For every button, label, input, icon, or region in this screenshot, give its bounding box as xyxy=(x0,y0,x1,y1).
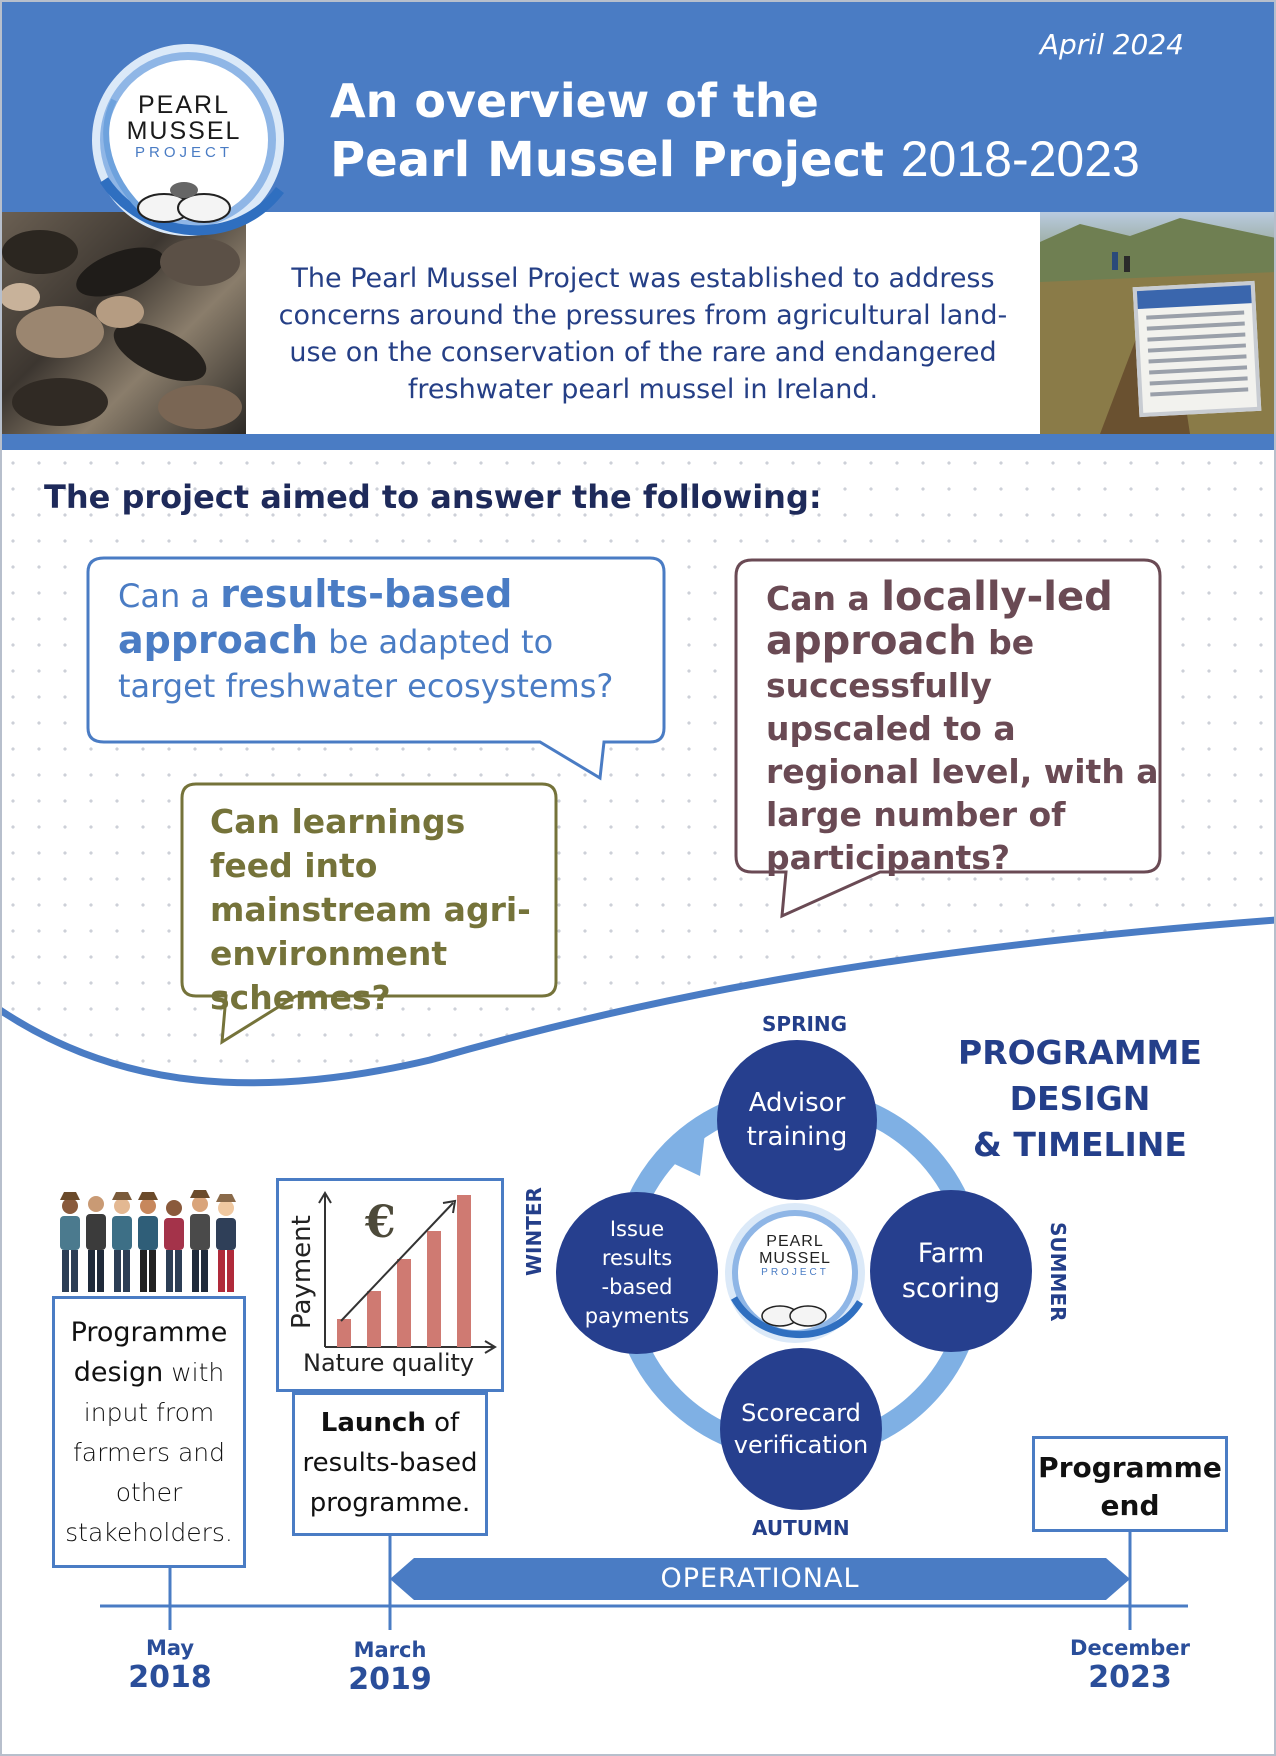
title-years: 2018-2023 xyxy=(900,131,1140,187)
question-mainstream-schemes: Can learnings feed into mainstream agri-environment schemes? xyxy=(210,802,531,1017)
cycle-issue-payments: Issue results -based payments xyxy=(556,1192,718,1354)
chart-ylabel: Payment xyxy=(287,1215,317,1329)
intro-text: The Pearl Mussel Project was established to address concerns around the pressures from agricultural land-use on the conservation of the rare and endangered freshwater pearl mussel in Ireland. xyxy=(278,263,1008,405)
chart-xlabel: Nature quality xyxy=(303,1349,475,1377)
q1-bold-1: results-based xyxy=(220,572,513,616)
operational-bar: OPERATIONAL xyxy=(660,1562,860,1594)
logo-line-2: MUSSEL xyxy=(126,117,242,146)
center-pearl-mussel-logo: PEARL MUSSEL PROJECT xyxy=(720,1198,870,1348)
programme-design-title: PROGRAMME DESIGN & TIMELINE xyxy=(958,1033,1202,1164)
logo-line-3: PROJECT xyxy=(134,143,233,161)
q3-bold-1: locally-led xyxy=(881,574,1113,620)
season-summer: SUMMER xyxy=(1046,1222,1070,1322)
q1-bold-2: approach xyxy=(118,618,319,662)
timeline-tick-may-2018: May 2018 xyxy=(128,1636,212,1695)
question-results-based: Can a results-based approach be adapted to target freshwater ecosystems? xyxy=(118,572,614,705)
season-autumn: AUTUMN xyxy=(752,1516,850,1540)
logo-line-1: PEARL xyxy=(138,91,230,119)
q3-bold-2: approach xyxy=(766,618,977,664)
programme-end-box: Programme end xyxy=(1032,1436,1228,1532)
season-winter: WINTER xyxy=(522,1187,546,1276)
title-line-1: An overview of the xyxy=(330,74,819,128)
title-project-name: Pearl Mussel Project xyxy=(330,132,884,188)
programme-design-box: Programme design with input from farmers and other stakeholders. xyxy=(52,1296,246,1568)
cycle-scorecard-verification: Scorecard verification xyxy=(720,1348,882,1510)
cycle-farm-scoring: Farm scoring xyxy=(870,1190,1032,1352)
farmers-illustration xyxy=(56,1186,242,1296)
launch-box: Launch of results-based programme. xyxy=(292,1392,488,1536)
timeline-tick-march-2019: March 2019 xyxy=(348,1638,432,1697)
payment-nature-chart xyxy=(276,1178,504,1392)
question-locally-led: Can a locally-led approach be successfully upscaled to a regional level, with a large number of participants? xyxy=(766,574,1159,877)
cycle-advisor-training: Advisor training xyxy=(717,1040,877,1200)
questions-heading: The project aimed to answer the following: xyxy=(44,478,822,516)
publication-date: April 2024 xyxy=(1039,28,1184,61)
timeline-tick-december-2023: December 2023 xyxy=(1070,1636,1190,1695)
season-spring: SPRING xyxy=(762,1012,848,1036)
euro-icon: € xyxy=(365,1197,396,1248)
